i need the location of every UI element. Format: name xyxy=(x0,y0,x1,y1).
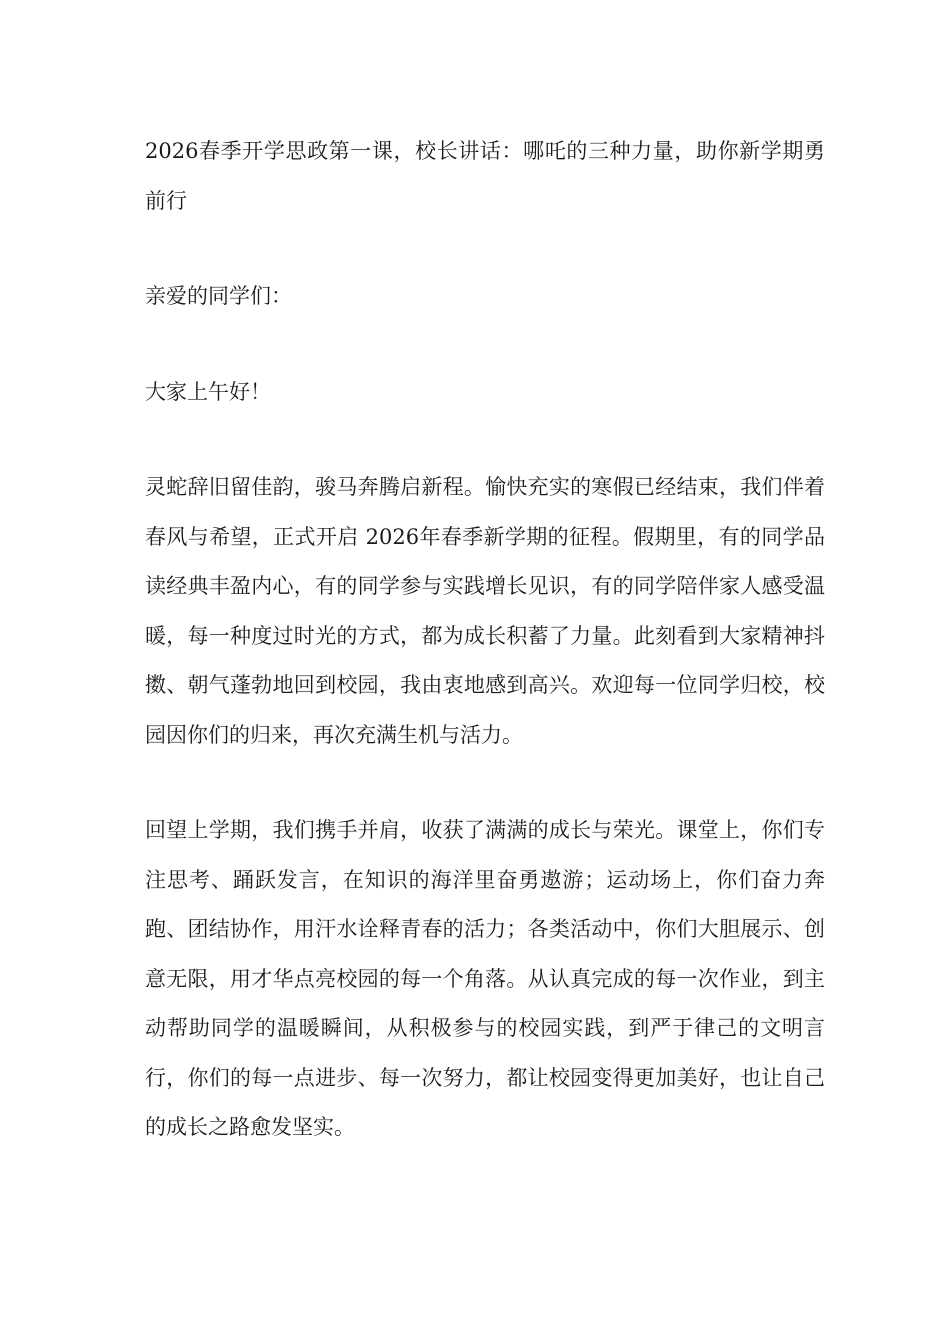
document-title: 2026春季开学思政第一课，校长讲话：哪吒的三种力量，助你新学期勇前行 xyxy=(145,139,825,213)
greeting: 大家上午好！ xyxy=(145,379,271,404)
paragraph: 灵蛇辞旧留佳韵，骏马奔腾启新程。愉快充实的寒假已经结束，我们伴着春风与希望，正式开启 2026年春季新学期的征程。假期里，有的同学品读经典丰盈内心，有的同学参与实践增长见识，有的同学陪伴家人感受温暖，每一种度过时光的方式，都为成长积蓄了力量。此刻看到大家精神抖擞、朝气蓬勃地回到校园，我由衷地感到高兴。欢迎每一位同学归校，校园因你们的归来，再次充满生机与活力。 xyxy=(145,475,825,747)
document-body xyxy=(145,127,825,1153)
salutation: 亲爱的同学们： xyxy=(145,284,292,308)
paragraph: 回望上学期，我们携手并肩，收获了满满的成长与荣光。课堂上，你们专注思考、踊跃发言，在知识的海洋里奋勇遨游；运动场上，你们奋力奔跑、团结协作，用汗水诠释青春的活力；各类活动中，你们大胆展示、创意无限，用才华点亮校园的每一个角落。从认真完成的每一次作业，到主动帮助同学的温暖瞬间，从积极参与的校园实践，到严于律己的文明言行，你们的每一点进步、每一次努力，都让校园变得更加美好，也让自己的成长之路愈发坚实。 xyxy=(145,818,825,1139)
